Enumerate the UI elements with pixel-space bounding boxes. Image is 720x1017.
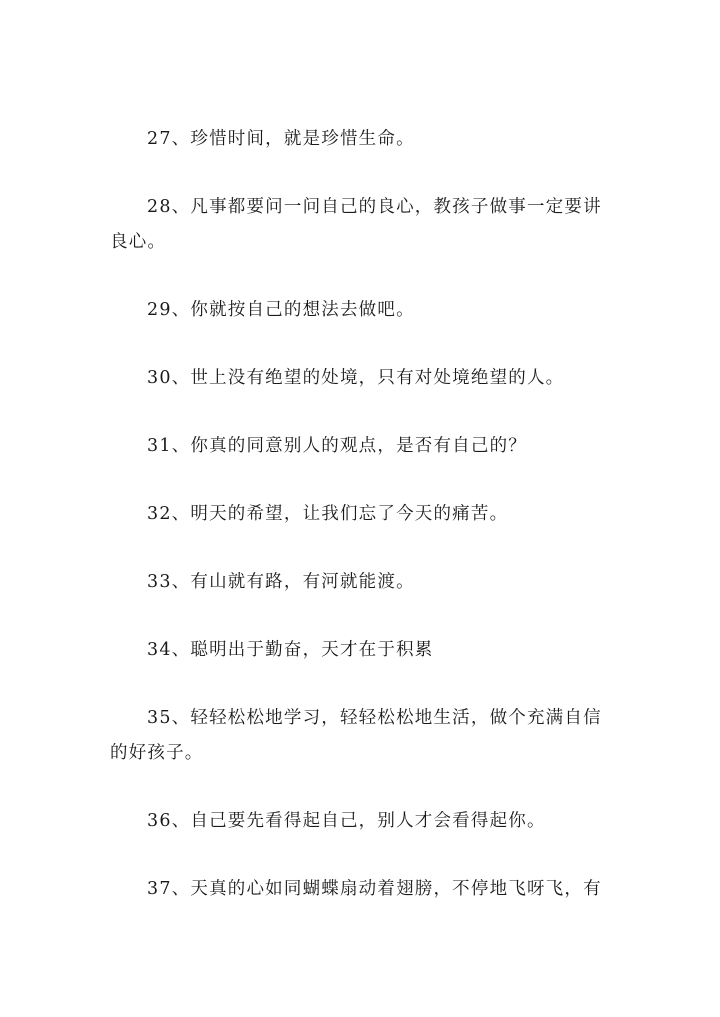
paragraph-32: 32、明天的希望，让我们忘了今天的痛苦。 (147, 504, 509, 524)
paragraph-33: 33、有山就有路，有河就能渡。 (147, 572, 415, 592)
paragraph-27: 27、珍惜时间，就是珍惜生命。 (147, 129, 415, 149)
paragraph-37: 37、天真的心如同蝴蝶扇动着翅膀，不停地飞呀飞，有 (147, 879, 602, 899)
paragraph-29: 29、你就按自己的想法去做吧。 (147, 300, 415, 320)
paragraph-31: 31、你真的同意别人的观点，是否有自己的？ (147, 436, 527, 456)
document-body (110, 122, 610, 940)
paragraph-30: 30、世上没有绝望的处境，只有对处境绝望的人。 (147, 368, 565, 388)
paragraph-35: 35、轻轻松松地学习，轻轻松松地生活，做个充满自信的好孩子。 (110, 708, 602, 763)
paragraph-28: 28、凡事都要问一问自己的良心，教孩子做事一定要讲良心。 (110, 197, 602, 252)
paragraph-36: 36、自己要先看得起自己，别人才会看得起你。 (147, 811, 546, 831)
paragraph-34: 34、聪明出于勤奋，天才在于积累 (147, 640, 434, 660)
